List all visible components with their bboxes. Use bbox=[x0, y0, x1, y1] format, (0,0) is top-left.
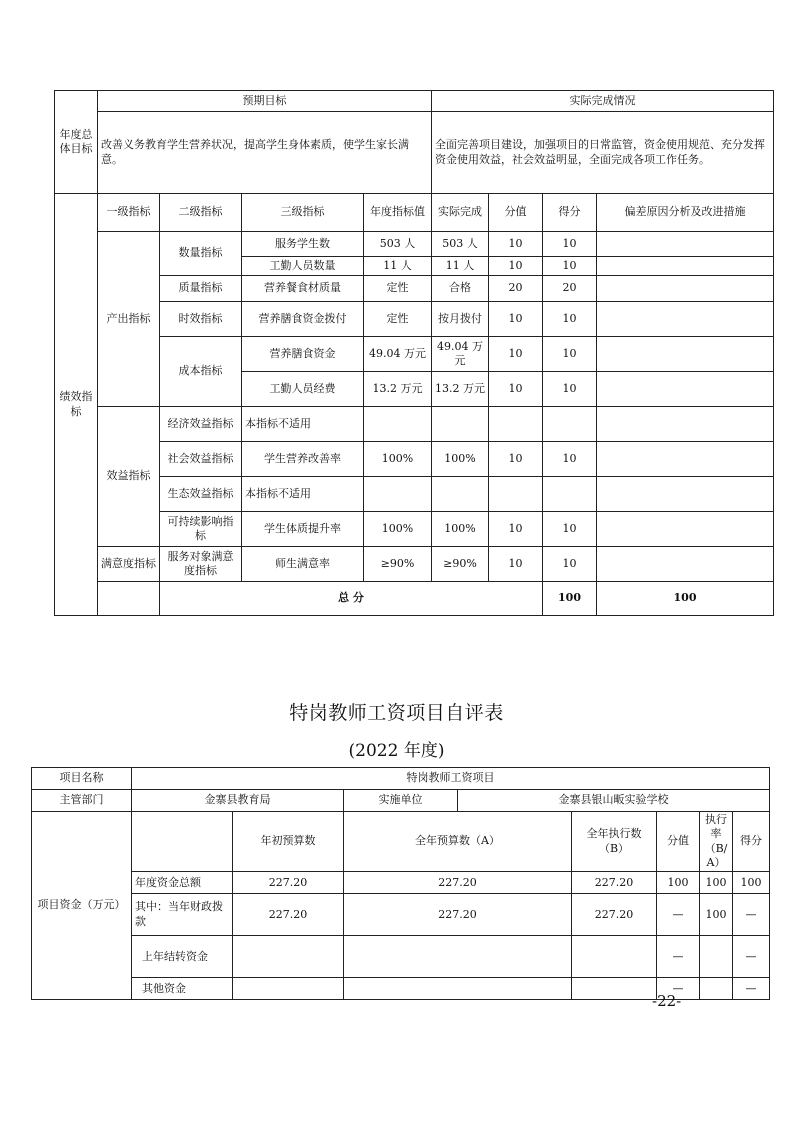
l2-quantity: 数量指标 bbox=[160, 232, 242, 276]
value-cell: 10 bbox=[489, 372, 543, 407]
fund-initial: 227.20 bbox=[233, 872, 344, 894]
target-cell: ≥90% bbox=[364, 547, 432, 582]
goal-label: 年度总体目标 bbox=[55, 91, 98, 194]
value-cell: 10 bbox=[489, 547, 543, 582]
l3-cell: 本指标不适用 bbox=[242, 407, 364, 442]
target-cell: 11 人 bbox=[364, 257, 432, 276]
fund-row-label: 其中：当年财政拨款 bbox=[132, 894, 233, 936]
l2-service: 服务对象满意度指标 bbox=[160, 547, 242, 582]
analysis-cell bbox=[597, 547, 774, 582]
project-name-value: 特岗教师工资项目 bbox=[132, 768, 770, 790]
total-empty bbox=[98, 582, 160, 616]
target-cell: 定性 bbox=[364, 302, 432, 337]
target-cell bbox=[364, 407, 432, 442]
value-cell: 10 bbox=[489, 442, 543, 477]
document-year: (2022 年度) bbox=[348, 741, 445, 761]
total-label: 总 分 bbox=[160, 582, 543, 616]
col-level1: 一级指标 bbox=[98, 194, 160, 232]
fund-score: 100 bbox=[733, 872, 770, 894]
fund-full: 227.20 bbox=[344, 872, 572, 894]
l1-satisfaction: 满意度指标 bbox=[98, 547, 160, 582]
fund-value: — bbox=[657, 936, 700, 978]
performance-table bbox=[54, 90, 774, 616]
analysis-cell bbox=[597, 276, 774, 302]
score-cell: 10 bbox=[543, 302, 597, 337]
fund-exec bbox=[572, 978, 657, 1000]
col-target: 年度指标值 bbox=[364, 194, 432, 232]
analysis-cell bbox=[597, 257, 774, 276]
l3-cell: 营养膳食资金拨付 bbox=[242, 302, 364, 337]
actual-cell: 49.04 万元 bbox=[432, 337, 489, 372]
l1-benefit: 效益指标 bbox=[98, 407, 160, 547]
score-cell: 10 bbox=[543, 372, 597, 407]
fund-rate bbox=[700, 936, 733, 978]
fund-initial: 227.20 bbox=[233, 894, 344, 936]
col-level2: 二级指标 bbox=[160, 194, 242, 232]
actual-cell: 100% bbox=[432, 512, 489, 547]
l2-eco: 生态效益指标 bbox=[160, 477, 242, 512]
analysis-cell bbox=[597, 477, 774, 512]
fund-value: — bbox=[657, 894, 700, 936]
fund-score: — bbox=[733, 894, 770, 936]
l3-cell: 工勤人员经费 bbox=[242, 372, 364, 407]
actual-cell bbox=[432, 407, 489, 442]
l3-cell: 本指标不适用 bbox=[242, 477, 364, 512]
l2-cost: 成本指标 bbox=[160, 337, 242, 407]
value-cell bbox=[489, 477, 543, 512]
l3-cell: 师生满意率 bbox=[242, 547, 364, 582]
fund-value: 100 bbox=[657, 872, 700, 894]
score-cell: 20 bbox=[543, 276, 597, 302]
l2-sustain: 可持续影响指标 bbox=[160, 512, 242, 547]
fund-full bbox=[344, 936, 572, 978]
l1-output: 产出指标 bbox=[98, 232, 160, 407]
analysis-cell bbox=[597, 302, 774, 337]
fund-full: 227.20 bbox=[344, 894, 572, 936]
salary-project-table bbox=[31, 767, 770, 1000]
value-cell: 10 bbox=[489, 232, 543, 257]
target-cell: 49.04 万元 bbox=[364, 337, 432, 372]
perf-label: 绩效指标 bbox=[55, 194, 98, 616]
score-cell: 10 bbox=[543, 442, 597, 477]
l3-cell: 学生营养改善率 bbox=[242, 442, 364, 477]
header-expected: 预期目标 bbox=[98, 91, 432, 112]
actual-cell: 11 人 bbox=[432, 257, 489, 276]
l3-cell: 服务学生数 bbox=[242, 232, 364, 257]
score-cell: 10 bbox=[543, 232, 597, 257]
actual-cell: 13.2 万元 bbox=[432, 372, 489, 407]
fund-rate bbox=[700, 978, 733, 1000]
fund-score: — bbox=[733, 978, 770, 1000]
actual-cell: ≥90% bbox=[432, 547, 489, 582]
header-actual: 实际完成情况 bbox=[432, 91, 774, 112]
h-exec: 全年执行数（B） bbox=[572, 812, 657, 872]
analysis-cell bbox=[597, 337, 774, 372]
dept-value: 金寨县教育局 bbox=[132, 790, 344, 812]
h-initial: 年初预算数 bbox=[233, 812, 344, 872]
analysis-cell bbox=[597, 407, 774, 442]
col-level3: 三级指标 bbox=[242, 194, 364, 232]
fund-rate: 100 bbox=[700, 894, 733, 936]
goal-expected: 改善义务教育学生营养状况，提高学生身体素质，使学生家长满意。 bbox=[98, 112, 432, 194]
col-value: 分值 bbox=[489, 194, 543, 232]
l2-social: 社会效益指标 bbox=[160, 442, 242, 477]
target-cell: 定性 bbox=[364, 276, 432, 302]
value-cell: 10 bbox=[489, 302, 543, 337]
fund-initial bbox=[233, 936, 344, 978]
total-score: 100 bbox=[597, 582, 774, 616]
value-cell: 10 bbox=[489, 257, 543, 276]
target-cell: 100% bbox=[364, 512, 432, 547]
analysis-cell bbox=[597, 232, 774, 257]
impl-label: 实施单位 bbox=[344, 790, 458, 812]
col-actual: 实际完成 bbox=[432, 194, 489, 232]
fund-row-label: 年度资金总额 bbox=[132, 872, 233, 894]
fund-exec: 227.20 bbox=[572, 894, 657, 936]
analysis-cell bbox=[597, 512, 774, 547]
target-cell: 503 人 bbox=[364, 232, 432, 257]
l2-economic: 经济效益指标 bbox=[160, 407, 242, 442]
project-name-label: 项目名称 bbox=[32, 768, 132, 790]
h-score: 得分 bbox=[733, 812, 770, 872]
score-cell bbox=[543, 407, 597, 442]
fund-row-label: 上年结转资金 bbox=[132, 936, 233, 978]
l2-quality: 质量指标 bbox=[160, 276, 242, 302]
l3-cell: 工勤人员数量 bbox=[242, 257, 364, 276]
dept-label: 主管部门 bbox=[32, 790, 132, 812]
actual-cell: 合格 bbox=[432, 276, 489, 302]
value-cell: 10 bbox=[489, 512, 543, 547]
fund-rate: 100 bbox=[700, 872, 733, 894]
target-cell bbox=[364, 477, 432, 512]
impl-value: 金寨县银山畈实验学校 bbox=[458, 790, 770, 812]
score-cell bbox=[543, 477, 597, 512]
h-value: 分值 bbox=[657, 812, 700, 872]
l2-time: 时效指标 bbox=[160, 302, 242, 337]
fund-initial bbox=[233, 978, 344, 1000]
fund-full bbox=[344, 978, 572, 1000]
goal-actual: 全面完善项目建设，加强项目的日常监管，资金使用规范、充分发挥资金使用效益，社会效益明显，全面完成各项工作任务。 bbox=[432, 112, 774, 194]
fund-exec: 227.20 bbox=[572, 872, 657, 894]
actual-cell: 503 人 bbox=[432, 232, 489, 257]
target-cell: 13.2 万元 bbox=[364, 372, 432, 407]
fund-score: — bbox=[733, 936, 770, 978]
value-cell: 20 bbox=[489, 276, 543, 302]
fund-value: — bbox=[657, 978, 700, 1000]
document-title: 特岗教师工资项目自评表 bbox=[289, 702, 504, 724]
value-cell: 10 bbox=[489, 337, 543, 372]
l3-cell: 营养膳食资金 bbox=[242, 337, 364, 372]
h-rate: 执行率（B/A） bbox=[700, 812, 733, 872]
actual-cell: 按月拨付 bbox=[432, 302, 489, 337]
total-value: 100 bbox=[543, 582, 597, 616]
value-cell bbox=[489, 407, 543, 442]
l3-cell: 学生体质提升率 bbox=[242, 512, 364, 547]
fund-label: 项目资金（万元） bbox=[32, 812, 132, 1000]
fund-row-label: 其他资金 bbox=[132, 978, 233, 1000]
header-empty bbox=[132, 812, 233, 872]
actual-cell bbox=[432, 477, 489, 512]
page-number: -22- bbox=[652, 992, 682, 1010]
h-full: 全年预算数（A） bbox=[344, 812, 572, 872]
analysis-cell bbox=[597, 442, 774, 477]
score-cell: 10 bbox=[543, 337, 597, 372]
fund-exec bbox=[572, 936, 657, 978]
col-analysis: 偏差原因分析及改进措施 bbox=[597, 194, 774, 232]
score-cell: 10 bbox=[543, 512, 597, 547]
l3-cell: 营养餐食材质量 bbox=[242, 276, 364, 302]
col-score: 得分 bbox=[543, 194, 597, 232]
score-cell: 10 bbox=[543, 257, 597, 276]
target-cell: 100% bbox=[364, 442, 432, 477]
analysis-cell bbox=[597, 372, 774, 407]
score-cell: 10 bbox=[543, 547, 597, 582]
actual-cell: 100% bbox=[432, 442, 489, 477]
